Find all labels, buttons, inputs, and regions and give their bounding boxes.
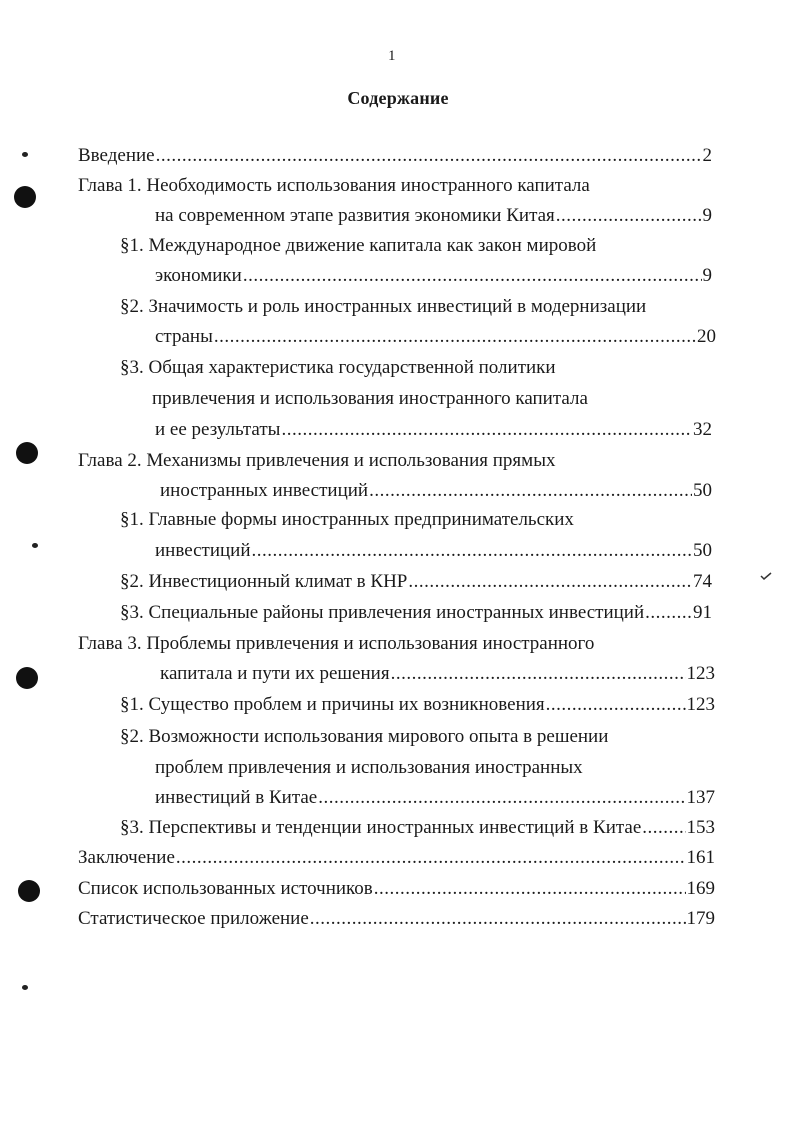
toc-leader-dots bbox=[252, 539, 692, 563]
toc-entry-text: §1. Международное движение капитала как закон мировой bbox=[120, 235, 597, 256]
toc-entry-chapter-3[interactable] bbox=[78, 632, 594, 656]
toc-entry-text: Список использованных источников bbox=[78, 878, 373, 899]
binder-hole bbox=[16, 442, 38, 464]
toc-entry-ch1-sec1[interactable] bbox=[120, 234, 596, 258]
toc-entry-page: 9 bbox=[702, 205, 712, 226]
toc-entry-text: §2. Значимость и роль иностранных инвестиций в модернизации bbox=[120, 296, 647, 317]
toc-entry-text: §3. Специальные районы привлечения иностранных инвестиций bbox=[120, 602, 645, 623]
binder-hole bbox=[14, 186, 36, 208]
toc-entry-text: экономики bbox=[155, 265, 242, 286]
toc-entry-text: Глава 2. Механизмы привлечения и использования прямых bbox=[78, 450, 556, 471]
toc-entry-page: 123 bbox=[686, 694, 715, 715]
toc-leader-dots bbox=[374, 877, 686, 901]
toc-entry-ch2-sec1-cont[interactable] bbox=[155, 539, 712, 563]
toc-entry-ch1-sec3[interactable] bbox=[120, 356, 556, 380]
toc-entry-text: страны bbox=[155, 326, 213, 347]
toc-leader-dots bbox=[214, 325, 696, 349]
toc-entry-text: Введение bbox=[78, 145, 155, 166]
toc-entry-text: капитала и пути их решения bbox=[160, 663, 390, 684]
toc-entry-text: Глава 3. Проблемы привлечения и использования иностранного bbox=[78, 633, 595, 654]
toc-leader-dots bbox=[391, 662, 686, 686]
toc-leader-dots bbox=[243, 264, 702, 288]
toc-entry-page: 20 bbox=[697, 326, 716, 347]
toc-entry-page: 9 bbox=[702, 265, 712, 286]
toc-entry-text: §1. Существо проблем и причины их возникновения bbox=[120, 694, 545, 715]
toc-entry-page: 153 bbox=[686, 817, 715, 838]
page-title: Содержание bbox=[347, 88, 449, 108]
toc-entry-ch1-sec3-cont[interactable] bbox=[152, 387, 588, 411]
toc-entry-chapter-1[interactable] bbox=[78, 174, 590, 198]
scan-speck bbox=[22, 985, 28, 990]
toc-entry-ch1-sec1-cont[interactable] bbox=[155, 264, 712, 288]
toc-entry-text: §3. Общая характеристика государственной политики bbox=[120, 357, 556, 378]
toc-entry-ch1-sec3-cont2[interactable] bbox=[155, 418, 712, 442]
toc-entry-text: привлечения и использования иностранного капитала bbox=[152, 388, 588, 409]
toc-leader-dots bbox=[408, 570, 692, 594]
toc-entry-chapter-3-cont[interactable] bbox=[160, 662, 715, 686]
toc-leader-dots bbox=[310, 907, 686, 931]
toc-entry-text: §1. Главные формы иностранных предпринимательских bbox=[120, 509, 574, 530]
toc-entry-page: 137 bbox=[686, 787, 715, 808]
toc-entry-ch1-sec2-cont[interactable] bbox=[155, 325, 716, 349]
toc-entry-text: на современном этапе развития экономики Китая bbox=[155, 205, 555, 226]
toc-entry-ch2-sec3[interactable] bbox=[120, 601, 712, 625]
toc-entry-page: 91 bbox=[693, 602, 712, 623]
toc-leader-dots bbox=[281, 418, 692, 442]
toc-leader-dots bbox=[156, 144, 702, 168]
toc-entry-text: §2. Возможности использования мирового опыта в решении bbox=[120, 726, 609, 747]
toc-leader-dots bbox=[546, 693, 686, 717]
toc-entry-ch3-sec2-cont[interactable] bbox=[155, 756, 583, 780]
toc-entry-ch2-sec2[interactable] bbox=[120, 570, 712, 594]
toc-entry-text: Заключение bbox=[78, 847, 175, 868]
toc-entry-text: иностранных инвестиций bbox=[160, 480, 369, 501]
toc-entry-text: Глава 1. Необходимость использования иностранного капитала bbox=[78, 175, 590, 196]
toc-entry-page: 50 bbox=[693, 480, 712, 501]
toc-leader-dots bbox=[369, 479, 692, 503]
page-number: 1 bbox=[388, 48, 396, 64]
toc-entry-ch3-sec2[interactable] bbox=[120, 725, 608, 749]
toc-entry-page: 161 bbox=[686, 847, 715, 868]
toc-entry-ch3-sec3[interactable] bbox=[120, 816, 715, 840]
scan-speck bbox=[22, 152, 28, 157]
check-mark-icon bbox=[760, 572, 772, 580]
toc-entry-page: 2 bbox=[702, 145, 712, 166]
toc-entry-chapter-2[interactable] bbox=[78, 449, 555, 473]
toc-entry-ch3-sec2-cont2[interactable] bbox=[155, 786, 715, 810]
toc-entry-page: 32 bbox=[693, 419, 712, 440]
toc-leader-dots bbox=[642, 816, 685, 840]
toc-entry-page: 169 bbox=[686, 878, 715, 899]
toc-leader-dots bbox=[318, 786, 685, 810]
toc-entry-appendix[interactable] bbox=[78, 907, 715, 931]
toc-entry-chapter-1-cont[interactable] bbox=[155, 204, 712, 228]
toc-entry-conclusion[interactable] bbox=[78, 846, 715, 870]
toc-entry-text: §3. Перспективы и тенденции иностранных инвестиций в Китае bbox=[120, 817, 642, 838]
toc-entry-page: 50 bbox=[693, 540, 712, 561]
toc-leader-dots bbox=[645, 601, 692, 625]
toc-entry-page: 123 bbox=[686, 663, 715, 684]
toc-entry-ch2-sec1[interactable] bbox=[120, 508, 574, 532]
toc-leader-dots bbox=[176, 846, 686, 870]
toc-entry-text: Статистическое приложение bbox=[78, 908, 309, 929]
toc-entry-chapter-2-cont[interactable] bbox=[160, 479, 712, 503]
toc-entry-text: и ее результаты bbox=[155, 419, 281, 440]
binder-hole bbox=[16, 667, 38, 689]
toc-entry-page: 74 bbox=[693, 571, 712, 592]
toc-entry-text: инвестиций bbox=[155, 540, 251, 561]
toc-entry-ch3-sec1[interactable] bbox=[120, 693, 715, 717]
toc-leader-dots bbox=[556, 204, 702, 228]
binder-hole bbox=[18, 880, 40, 902]
toc-entry-intro[interactable] bbox=[78, 144, 712, 168]
toc-entry-text: §2. Инвестиционный климат в КНР bbox=[120, 571, 408, 592]
toc-entry-text: проблем привлечения и использования иностранных bbox=[155, 757, 583, 778]
toc-entry-page: 179 bbox=[686, 908, 715, 929]
toc-entry-text: инвестиций в Китае bbox=[155, 787, 318, 808]
toc-entry-ch1-sec2[interactable] bbox=[120, 295, 646, 319]
toc-entry-sources[interactable] bbox=[78, 877, 715, 901]
scan-speck bbox=[32, 543, 38, 548]
